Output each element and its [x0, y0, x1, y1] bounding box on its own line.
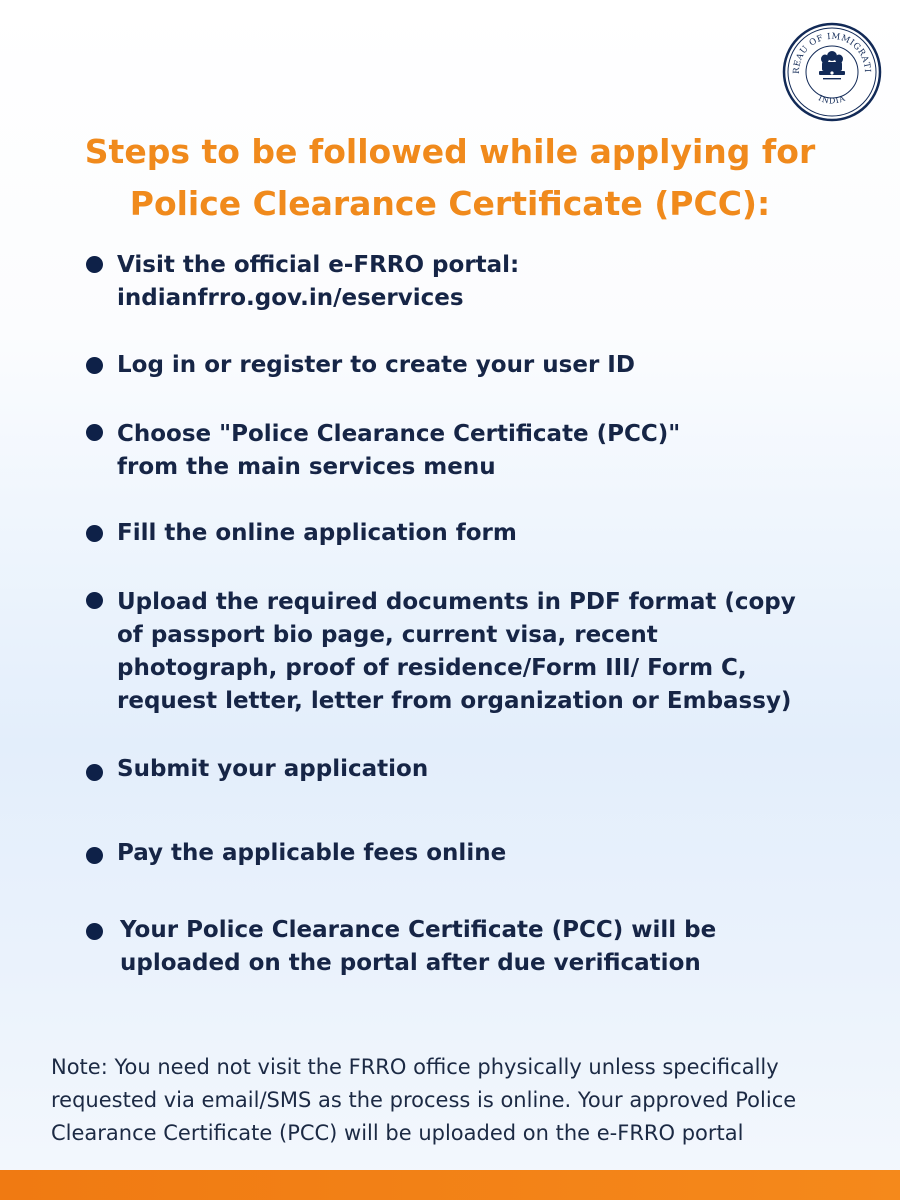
page-title — [0, 126, 900, 230]
bullet-icon — [86, 256, 103, 273]
title-line-1: Steps to be followed while applying for — [84, 132, 816, 171]
step-text: Visit the official e-FRRO portal: indianfrro.gov.in/eservices — [117, 252, 520, 311]
step-text: Pay the applicable fees online — [117, 840, 507, 866]
footer-note: Note: You need not visit the FRRO office physically unless specifically requested via email/SMS as the process is online. Your approved Police Clearance Certificate (PCC) will be uploaded on the e-FRRO portal — [51, 1055, 797, 1145]
bullet-icon — [86, 525, 103, 542]
bullet-icon — [86, 592, 103, 609]
step-text: Upload the required documents in PDF format (copy of passport bio page, current visa, recent photograph, proof of residence/Form III/ Form C, request letter, letter from organization or Embassy) — [117, 589, 796, 714]
step-text: Submit your application — [117, 756, 429, 782]
bullet-icon — [86, 357, 103, 374]
svg-text:BUREAU OF IMMIGRATION: REAU OF IMMIGRATI — [791, 31, 873, 75]
bullet-icon — [86, 764, 103, 781]
bureau-of-immigration-seal — [782, 22, 882, 122]
bullet-icon — [86, 923, 103, 940]
step-text: Log in or register to create your user ID — [117, 352, 635, 378]
step-text: Fill the online application form — [117, 520, 517, 546]
bullet-icon — [86, 847, 103, 864]
bullet-icon — [86, 424, 103, 441]
step-text: Choose "Police Clearance Certificate (PCC)" from the main services menu — [117, 421, 681, 480]
step-text: Your Police Clearance Certificate (PCC) will be uploaded on the portal after due verification — [120, 917, 717, 976]
bottom-accent-bar — [0, 1170, 900, 1200]
svg-text:INDIA: INDIA — [816, 93, 848, 106]
title-line-2: Police Clearance Certificate (PCC): — [129, 184, 771, 223]
